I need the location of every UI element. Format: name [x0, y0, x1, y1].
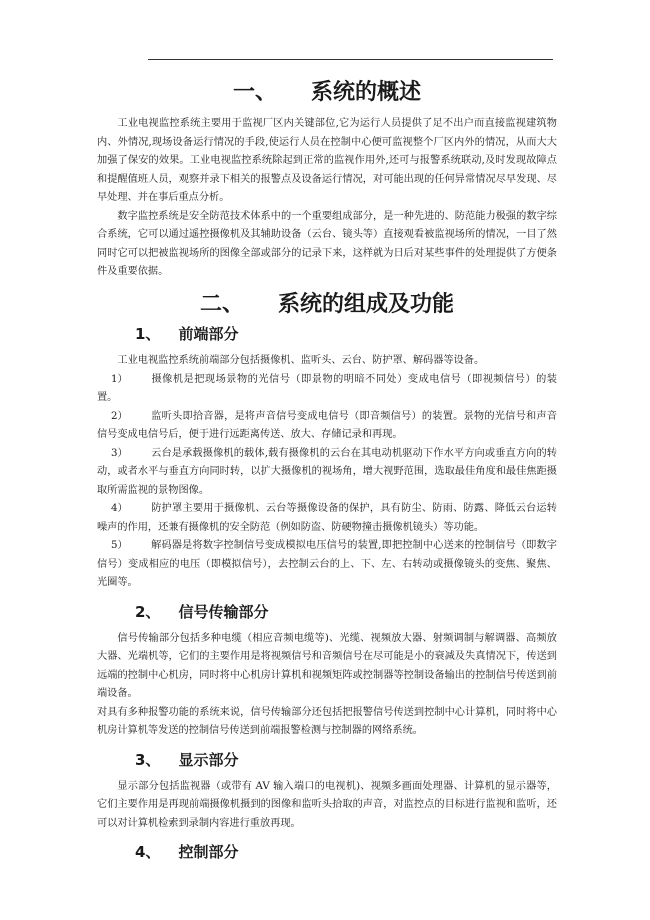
- subsection-1-heading: [135, 324, 557, 345]
- list-item: [97, 537, 557, 593]
- section-number: 一、: [232, 80, 277, 105]
- subsection-2-heading: [135, 602, 557, 623]
- list-item: [97, 408, 557, 445]
- paragraph: 对具有多种报警功能的系统来说，信号传输部分还包括把报警信号传送到控制中心计算机，同时将中心机房计算机等发送的控制信号传送到前端报警检测与控制器的网络系统。: [97, 706, 557, 737]
- section-2-heading: [97, 292, 557, 318]
- list-number: 3）: [111, 447, 128, 459]
- subsection-number: 3、: [135, 750, 161, 769]
- paragraph: 显示部分包括监视器（或带有 AV 输入端口的电视机)、视频多画面处理器、计算机的显示器等，它们主要作用是再现前端摄像机摄到的图像和监听头拾取的声音，对监控点的目标进行监视和监听，还可以对计算机检索到录制内容进行重放再现。: [97, 780, 557, 829]
- list-item: [97, 500, 557, 537]
- subsection-number: 1、: [135, 325, 161, 344]
- list-text: 解码器是将数字控制信号变成模拟电压信号的装置,即把控制中心送来的控制信号（即数字信号）变成相应的电压（即模拟信号），去控制云台的上、下、左、右转动或摄像镜头的变焦、聚焦、光圈等。: [97, 540, 557, 589]
- subsection-4-heading: [135, 842, 557, 863]
- list-number: 1）: [111, 373, 128, 385]
- list-item: [97, 445, 557, 501]
- section-title: 系统的概述: [311, 80, 422, 105]
- subsection-title: 显示部分: [178, 750, 239, 769]
- list-text: 摄像机是把现场景物的光信号（即景物的明暗不同处）变成电信号（即视频信号）的装置。: [97, 373, 557, 404]
- list-number: 4）: [111, 503, 128, 515]
- list-text: 云台是承载摄像机的载体,载有摄像机的云台在其电动机驱动下作水平方向或垂直方向的转动，或者水平与垂直方向同时转，以扩大摄像机的视场角，增大视野范围，选取最佳角度和最佳焦距摄取所需监视的景物图像。: [97, 447, 557, 496]
- paragraph: 工业电视监控系统前端部分包括摄像机、监听头、云台、防护罩、解码器等设备。: [117, 355, 485, 367]
- section-number: 二、: [199, 291, 244, 317]
- section-1-heading: [97, 80, 557, 106]
- list-text: 防护罩主要用于摄像机、云台等摄像设备的保护，具有防尘、防雨、防露、降低云台运转噪声的作用，还兼有摄像机的安全防范（例如防盗、防硬物撞击摄像机镜头）等功能。: [97, 503, 557, 533]
- subsection-title: 前端部分: [178, 325, 239, 344]
- list-item: [97, 371, 557, 408]
- paragraph: 数字监控系统是安全防范技术体系中的一个重要组成部分，是一种先进的、防范能力极强的数字综合系统，它可以通过遥控摄像机及其辅助设备（云台、镜头等）直接观看被监视场所的情况，一目了然 同时它可以把被监视场所的图像全部或部分的记录下来，这样就为日后对某些事件的处理提供了方便条件及重要依据。: [97, 210, 557, 278]
- subsection-3-heading: [135, 750, 557, 771]
- subsection-number: 4、: [135, 843, 161, 862]
- list-text: 监听头即拾音器，是将声音信号变成电信号（即音频信号）的装置。景物的光信号和声音信号变成电信号后，便于进行远距离传送、放大、存储记录和再现。: [97, 410, 557, 441]
- paragraph: 工业电视监控系统主要用于监视厂区内关键部位,它为运行人员提供了足不出户而直接监视建筑物内、外情况,现场设备运行情况的手段,使运行人员在控制中心便可监视整个厂区内外的情况，从而大大加强了保安的效果。工业电视监控系统除起到正常的监视作用外,还可与报警系统联动,及时发现故障点和提醒值班人员，观察并录下相关的报警点及设备运行情况，对可能出现的任何异常情况尽早发现、尽早处理、并在事后重点分析。: [97, 118, 557, 204]
- header-rule: [148, 59, 553, 60]
- subsection-title: 信号传输部分: [178, 602, 269, 621]
- list-number: 2）: [111, 410, 128, 422]
- list-number: 5）: [111, 540, 128, 552]
- subsection-title: 控制部分: [178, 843, 239, 862]
- document-body: [97, 80, 557, 870]
- section-title: 系统的组成及功能: [278, 291, 455, 317]
- subsection-number: 2、: [135, 602, 161, 621]
- paragraph: 信号传输部分包括多种电缆（相应音频电缆等)、光缆、视频放大器、射频调制与解调器、高频放大器、光端机等，它们的主要作用是将视频信号和音频信号在尽可能是小的衰减及失真情况下，传送到远端的控制中心机房，同时将中心机房计算机和视频矩阵或控制器等控制设备输出的控制信号传送到前端设备。: [97, 632, 557, 700]
